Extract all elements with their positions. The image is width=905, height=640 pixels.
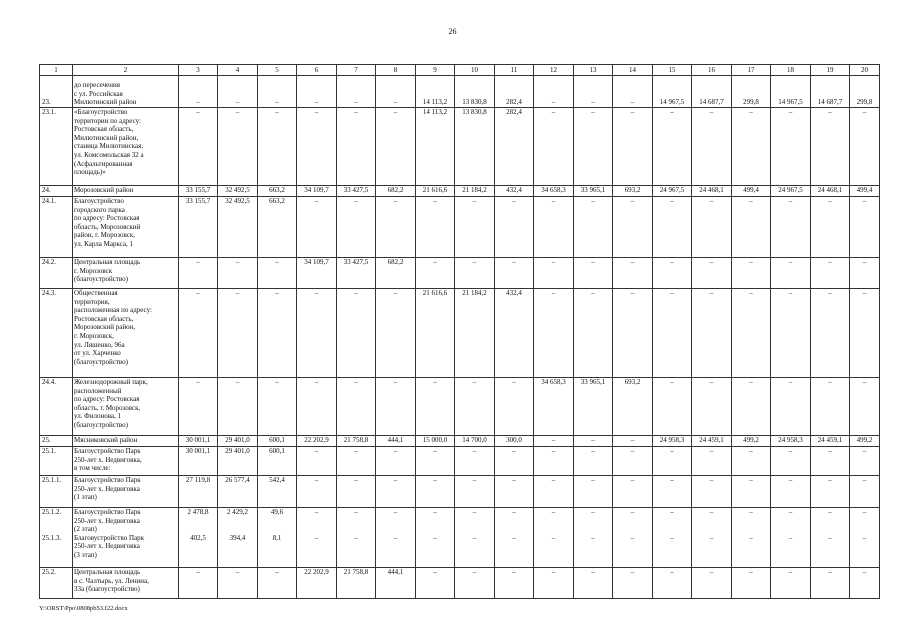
value-cell: – (771, 108, 811, 186)
value-cell: – (692, 378, 732, 436)
value-cell: 33 965,1 (574, 378, 613, 436)
value-cell: – – (613, 508, 653, 568)
value-cell: – (376, 447, 416, 476)
value-cell: – (179, 378, 218, 436)
value-cell: 24 468,1 (692, 186, 732, 197)
value-cell: – (179, 289, 218, 378)
value-cell: – (692, 476, 732, 508)
value-cell: – (455, 476, 495, 508)
value-cell: – – (297, 508, 337, 568)
value-cell: – (376, 108, 416, 186)
value-cell: – (455, 197, 495, 258)
value-cell: 15 000,0 (416, 436, 455, 447)
value-cell: 663,2 (258, 197, 297, 258)
value-cell: – (732, 568, 771, 599)
value-cell: – (297, 76, 337, 108)
value-cell: – (534, 258, 574, 289)
row-name-cell: Благоустройство городского парка по адресу: Ростовская область, Морозовский район, г. Морозовск, ул. Карла Маркса, 1 (73, 197, 179, 258)
table-row (40, 186, 880, 197)
value-cell: 13 830,8 (455, 76, 495, 108)
value-cell: – (574, 289, 613, 378)
value-cell: – (692, 258, 732, 289)
value-cell: 14 700,0 (455, 436, 495, 447)
value-cell: – (297, 289, 337, 378)
value-cell: 542,4 (258, 476, 297, 508)
value-cell: – (337, 447, 376, 476)
row-name-cell: Центральная площадь в с. Чалтырь, ул. Ленина, 33а (благоустройство) (73, 568, 179, 599)
value-cell: 29 401,0 (218, 436, 258, 447)
value-cell: – – (534, 508, 574, 568)
value-cell: – (218, 258, 258, 289)
value-cell: – (376, 289, 416, 378)
value-cell: 33 155,7 (179, 197, 218, 258)
value-cell: 24 967,5 (771, 186, 811, 197)
row-name-cell: «Благоустройство территории по адресу: Ростовская область, Милютинский район, станица Милютинская, ул. Комсомольская 32 а (Асфальтированная площадь)» (73, 108, 179, 186)
column-number-cell: 20 (850, 65, 880, 76)
value-cell: – (811, 378, 850, 436)
value-cell: – (850, 258, 880, 289)
value-cell: 300,0 (495, 436, 534, 447)
value-cell: 21 184,2 (455, 289, 495, 378)
value-cell: – (297, 447, 337, 476)
value-cell: 24 459,1 (692, 436, 732, 447)
table-row (40, 568, 880, 599)
table-row (40, 476, 880, 508)
row-name-cell: Железнодорожный парк, расположенный по адресу: Ростовская область, г. Морозовск, ул. Филонова, 1 (благоустройство) (73, 378, 179, 436)
value-cell: – (692, 108, 732, 186)
value-cell: 14 113,2 (416, 108, 455, 186)
column-number-cell: 17 (732, 65, 771, 76)
value-cell: 22 202,9 (297, 436, 337, 447)
column-number-cell: 18 (771, 65, 811, 76)
value-cell: – (416, 476, 455, 508)
value-cell: – (455, 378, 495, 436)
value-cell: 499,2 (850, 436, 880, 447)
value-cell: – (613, 447, 653, 476)
value-cell: 26 577,4 (218, 476, 258, 508)
value-cell: 30 001,1 (179, 447, 218, 476)
value-cell: 21 616,6 (416, 289, 455, 378)
value-cell: 682,2 (376, 186, 416, 197)
value-cell: 33 427,5 (337, 186, 376, 197)
value-cell: 29 401,0 (218, 447, 258, 476)
row-index-cell: 25.1.2. 25.1.3. (40, 508, 73, 568)
value-cell: – (337, 108, 376, 186)
value-cell: – (653, 108, 692, 186)
value-cell: – (692, 197, 732, 258)
row-index-cell: 24.4. (40, 378, 73, 436)
value-cell: – (495, 197, 534, 258)
value-cell: – (771, 378, 811, 436)
value-cell: – (574, 447, 613, 476)
row-index-cell: 25.1. (40, 447, 73, 476)
column-number-cell: 19 (811, 65, 850, 76)
value-cell: – (653, 197, 692, 258)
value-cell: – (218, 108, 258, 186)
value-cell: – (297, 476, 337, 508)
value-cell: – (692, 289, 732, 378)
value-cell: – (574, 436, 613, 447)
value-cell: 600,1 (258, 436, 297, 447)
row-name-cell: Благоустройство Парк 250-лет х. Недвиговка (2 этап) Благовустройство Парк 250-лет х. Недвиговка (3 этап) (73, 508, 179, 568)
value-cell: – (811, 258, 850, 289)
table-row (40, 447, 880, 476)
row-name-cell: Мясниковский район (73, 436, 179, 447)
column-number-cell: 3 (179, 65, 218, 76)
value-cell: – (771, 568, 811, 599)
value-cell: – (732, 476, 771, 508)
column-number-cell: 10 (455, 65, 495, 76)
value-cell: – (574, 197, 613, 258)
value-cell: – (179, 108, 218, 186)
value-cell: – (613, 197, 653, 258)
value-cell: 663,2 (258, 186, 297, 197)
value-cell: – (653, 447, 692, 476)
value-cell: – (574, 108, 613, 186)
row-index-cell: 25.2. (40, 568, 73, 599)
row-index-cell: 24.2. (40, 258, 73, 289)
value-cell: 432,4 (495, 289, 534, 378)
value-cell: 32 492,5 (218, 186, 258, 197)
column-number-cell: 13 (574, 65, 613, 76)
value-cell: 2 429,2 394,4 (218, 508, 258, 568)
value-cell: – (732, 447, 771, 476)
value-cell: – – (416, 508, 455, 568)
value-cell: – (495, 378, 534, 436)
value-cell: – (337, 378, 376, 436)
value-cell: – (613, 108, 653, 186)
value-cell: – (771, 447, 811, 476)
value-cell: – (850, 447, 880, 476)
value-cell: 2 478,8 402,5 (179, 508, 218, 568)
value-cell: – (574, 476, 613, 508)
value-cell: 13 830,8 (455, 108, 495, 186)
value-cell: – (653, 476, 692, 508)
value-cell: – (258, 258, 297, 289)
value-cell: – (376, 476, 416, 508)
value-cell: – (297, 197, 337, 258)
value-cell: 299,8 (850, 76, 880, 108)
value-cell: 693,2 (613, 186, 653, 197)
column-number-header (40, 65, 880, 76)
value-cell: 21 184,2 (455, 186, 495, 197)
row-index-cell: 23. (40, 76, 73, 108)
value-cell: – (376, 378, 416, 436)
column-number-cell: 11 (495, 65, 534, 76)
value-cell: – (811, 289, 850, 378)
value-cell: 444,1 (376, 568, 416, 599)
value-cell: – (495, 258, 534, 289)
value-cell: 24 459,1 (811, 436, 850, 447)
value-cell: 444,1 (376, 436, 416, 447)
value-cell: – (811, 108, 850, 186)
value-cell: – (179, 258, 218, 289)
value-cell: – – (692, 508, 732, 568)
value-cell: – (337, 76, 376, 108)
value-cell: – (179, 568, 218, 599)
value-cell: – (653, 568, 692, 599)
value-cell: – (337, 197, 376, 258)
value-cell: – – (771, 508, 811, 568)
value-cell: – (218, 378, 258, 436)
value-cell: – (218, 76, 258, 108)
value-cell: 33 155,7 (179, 186, 218, 197)
value-cell: 682,2 (376, 258, 416, 289)
value-cell: – (850, 108, 880, 186)
value-cell: – (258, 378, 297, 436)
row-index-cell: 24. (40, 186, 73, 197)
value-cell: – (732, 258, 771, 289)
value-cell: 34 109,7 (297, 186, 337, 197)
value-cell: – (653, 289, 692, 378)
value-cell: 282,4 (495, 108, 534, 186)
value-cell: – (850, 197, 880, 258)
value-cell: – (218, 568, 258, 599)
value-cell: – (455, 447, 495, 476)
value-cell: – (534, 289, 574, 378)
value-cell: – (495, 568, 534, 599)
row-name-cell: Благоустройство Парк 250-лет х. Недвиговка, в том числе: (73, 447, 179, 476)
value-cell: – – (376, 508, 416, 568)
row-index-cell: 23.1. (40, 108, 73, 186)
value-cell: – (218, 289, 258, 378)
column-number-cell: 9 (416, 65, 455, 76)
value-cell: – – (574, 508, 613, 568)
column-number-cell: 15 (653, 65, 692, 76)
value-cell: 30 001,1 (179, 436, 218, 447)
value-cell: – (416, 447, 455, 476)
value-cell: 34 658,3 (534, 186, 574, 197)
value-cell: 24 958,3 (653, 436, 692, 447)
value-cell: 22 202,9 (297, 568, 337, 599)
value-cell: – (771, 289, 811, 378)
value-cell: – (297, 108, 337, 186)
value-cell: 499,2 (732, 436, 771, 447)
value-cell: 432,4 (495, 186, 534, 197)
column-number-cell: 6 (297, 65, 337, 76)
value-cell: – (653, 258, 692, 289)
row-name-cell: Центральная площадь г. Морозовск (благоустройство) (73, 258, 179, 289)
value-cell: – – (337, 508, 376, 568)
value-cell: 34 658,3 (534, 378, 574, 436)
page-number: 26 (448, 27, 457, 36)
value-cell: – (534, 568, 574, 599)
value-cell: – (613, 568, 653, 599)
value-cell: – (337, 289, 376, 378)
budget-table (39, 64, 880, 599)
value-cell: 21 616,6 (416, 186, 455, 197)
value-cell: 600,1 (258, 447, 297, 476)
column-number-cell: 2 (73, 65, 179, 76)
value-cell: – (574, 568, 613, 599)
value-cell: 693,2 (613, 378, 653, 436)
table-row (40, 436, 880, 447)
column-number-cell: 1 (40, 65, 73, 76)
value-cell: – (534, 447, 574, 476)
row-index-cell: 25.1.1. (40, 476, 73, 508)
value-cell: 49,6 8,1 (258, 508, 297, 568)
value-cell: – (297, 378, 337, 436)
row-index-cell: 24.3. (40, 289, 73, 378)
value-cell: – – (653, 508, 692, 568)
value-cell: – (732, 197, 771, 258)
value-cell: 33 965,1 (574, 186, 613, 197)
value-cell: – (574, 258, 613, 289)
value-cell: – – (732, 508, 771, 568)
row-name-cell: Морозовский район (73, 186, 179, 197)
value-cell: 14 113,2 (416, 76, 455, 108)
value-cell: – (850, 289, 880, 378)
value-cell: – (811, 568, 850, 599)
value-cell: 282,4 (495, 76, 534, 108)
value-cell: – (376, 197, 416, 258)
value-cell: – (574, 76, 613, 108)
table-row (40, 378, 880, 436)
value-cell: – (416, 197, 455, 258)
value-cell: – (416, 378, 455, 436)
value-cell: – (653, 378, 692, 436)
table-row (40, 258, 880, 289)
value-cell: – (534, 197, 574, 258)
value-cell: 24 958,3 (771, 436, 811, 447)
value-cell: – (732, 108, 771, 186)
value-cell: 14 967,5 (653, 76, 692, 108)
value-cell: – (416, 568, 455, 599)
value-cell: – (455, 258, 495, 289)
value-cell: – (811, 197, 850, 258)
value-cell: – (613, 476, 653, 508)
value-cell: – (258, 568, 297, 599)
table-row (40, 289, 880, 378)
value-cell: 499,4 (732, 186, 771, 197)
column-number-cell: 8 (376, 65, 416, 76)
value-cell: 21 758,8 (337, 436, 376, 447)
value-cell: – – (495, 508, 534, 568)
column-number-cell: 12 (534, 65, 574, 76)
column-number-cell: 4 (218, 65, 258, 76)
row-name-cell: Благоустройство Парк 250-лет х. Недвиговка (1 этап) (73, 476, 179, 508)
file-path-footer: Y:\ORST\Ppo\0808pb53.f22.docx (39, 605, 128, 612)
value-cell: – (692, 447, 732, 476)
row-index-cell: 24.1. (40, 197, 73, 258)
row-index-cell: 25. (40, 436, 73, 447)
value-cell: – (416, 258, 455, 289)
value-cell: – (376, 76, 416, 108)
value-cell: – (495, 447, 534, 476)
value-cell: – (692, 568, 732, 599)
row-name-cell: Общественная территория, расположенная по адресу: Ростовская область, Морозовский район, г. Морозовск, ул. Ляшенко, 96а от ул. Харченко (благоустройство) (73, 289, 179, 378)
value-cell: 32 492,5 (218, 197, 258, 258)
value-cell: – (771, 258, 811, 289)
value-cell: – (179, 76, 218, 108)
value-cell: – – (455, 508, 495, 568)
value-cell: – (534, 108, 574, 186)
value-cell: – (534, 476, 574, 508)
value-cell: 33 427,5 (337, 258, 376, 289)
value-cell: – – (850, 508, 880, 568)
value-cell: 24 468,1 (811, 186, 850, 197)
value-cell: – (258, 108, 297, 186)
column-number-cell: 16 (692, 65, 732, 76)
value-cell: – (811, 447, 850, 476)
value-cell: – (258, 76, 297, 108)
table-row (40, 108, 880, 186)
value-cell: – (613, 258, 653, 289)
value-cell: 499,4 (850, 186, 880, 197)
value-cell: – (495, 476, 534, 508)
table-row (40, 197, 880, 258)
column-number-cell: 14 (613, 65, 653, 76)
value-cell: – (850, 476, 880, 508)
value-cell: 27 119,8 (179, 476, 218, 508)
value-cell: – – (811, 508, 850, 568)
value-cell: 21 758,8 (337, 568, 376, 599)
table-row (40, 508, 880, 568)
value-cell: 24 967,5 (653, 186, 692, 197)
table-row (40, 76, 880, 108)
value-cell: – (732, 289, 771, 378)
value-cell: – (613, 289, 653, 378)
value-cell: – (337, 476, 376, 508)
column-number-cell: 7 (337, 65, 376, 76)
value-cell: – (258, 289, 297, 378)
value-cell: – (771, 197, 811, 258)
column-number-cell: 5 (258, 65, 297, 76)
value-cell: – (455, 568, 495, 599)
value-cell: – (850, 378, 880, 436)
value-cell: – (613, 76, 653, 108)
value-cell: – (811, 476, 850, 508)
value-cell: – (534, 76, 574, 108)
value-cell: – (771, 476, 811, 508)
table-body (40, 65, 880, 599)
value-cell: 34 109,7 (297, 258, 337, 289)
value-cell: 299,8 (732, 76, 771, 108)
row-name-cell: до пересечения с ул. Российская Милютинский район (73, 76, 179, 108)
value-cell: – (534, 436, 574, 447)
value-cell: – (613, 436, 653, 447)
value-cell: – (850, 568, 880, 599)
value-cell: – (732, 378, 771, 436)
value-cell: 14 967,5 (771, 76, 811, 108)
value-cell: 14 687,7 (692, 76, 732, 108)
value-cell: 14 687,7 (811, 76, 850, 108)
